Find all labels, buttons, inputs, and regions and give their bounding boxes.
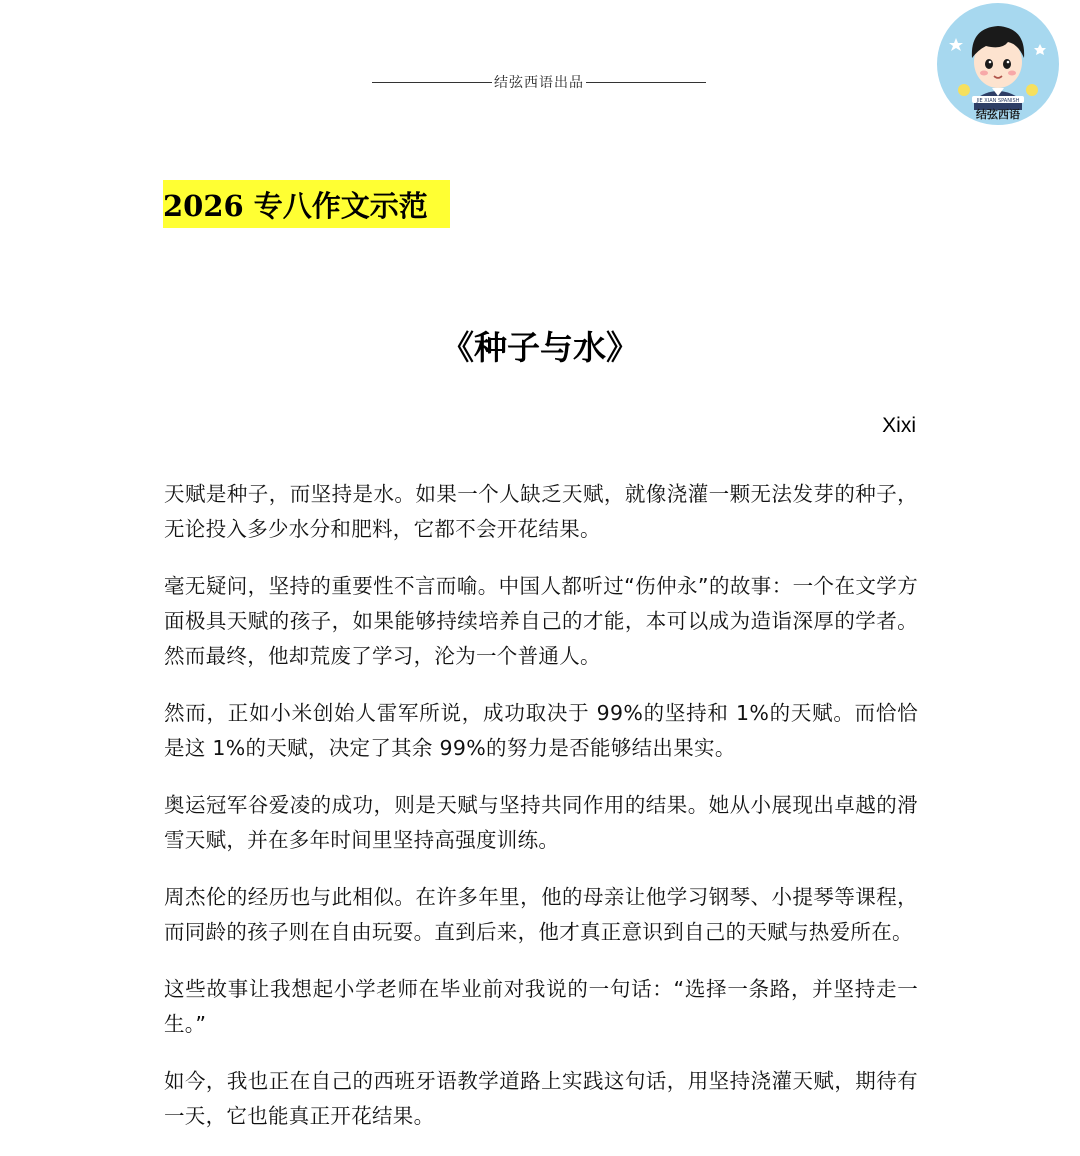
highlight-badge-text: 2026 专八作文示范 bbox=[163, 188, 428, 223]
header-brand-line bbox=[372, 72, 706, 92]
essay-author: Xixi bbox=[882, 414, 916, 437]
brand-logo-icon bbox=[934, 0, 1062, 128]
header-rule-right bbox=[586, 82, 706, 83]
header-rule-left bbox=[372, 82, 492, 83]
logo-caption: 结弦西语 bbox=[976, 108, 1020, 121]
essay-paragraph: 周杰伦的经历也与此相似。在许多年里，他的母亲让他学习钢琴、小提琴等课程，而同龄的孩子则在自由玩耍。直到后来，他才真正意识到自己的天赋与热爱所在。 bbox=[164, 885, 918, 944]
essay-title: 《种子与水》 bbox=[441, 328, 639, 367]
logo-small-text: JIE XIAN SPANISH bbox=[976, 98, 1020, 104]
essay-paragraph: 如今，我也正在自己的西班牙语教学道路上实践这句话，用坚持浇灌天赋，期待有一天，它也能真正开花结果。 bbox=[164, 1069, 918, 1128]
highlight-badge bbox=[163, 180, 450, 228]
essay-paragraph: 毫无疑问，坚持的重要性不言而喻。中国人都听过“伤仲永”的故事：一个在文学方面极具天赋的孩子，如果能够持续培养自己的才能，本可以成为造诣深厚的学者。然而最终，他却荒废了学习，沦为一个普通人。 bbox=[164, 574, 918, 668]
essay-paragraph: 天赋是种子，而坚持是水。如果一个人缺乏天赋，就像浇灌一颗无法发芽的种子，无论投入多少水分和肥料，它都不会开花结果。 bbox=[164, 482, 918, 541]
essay-paragraph: 奥运冠军谷爱凌的成功，则是天赋与坚持共同作用的结果。她从小展现出卓越的滑雪天赋，并在多年时间里坚持高强度训练。 bbox=[164, 793, 918, 852]
essay-paragraph: 这些故事让我想起小学老师在毕业前对我说的一句话：“选择一条路，并坚持走一生。” bbox=[164, 977, 918, 1036]
header-brand-text: 结弦西语出品 bbox=[494, 75, 584, 91]
essay-body bbox=[164, 477, 918, 1156]
essay-paragraph: 然而，正如小米创始人雷军所说，成功取决于 99%的坚持和 1%的天赋。而恰恰是这 1%的天赋，决定了其余 99%的努力是否能够结出果实。 bbox=[164, 701, 918, 760]
